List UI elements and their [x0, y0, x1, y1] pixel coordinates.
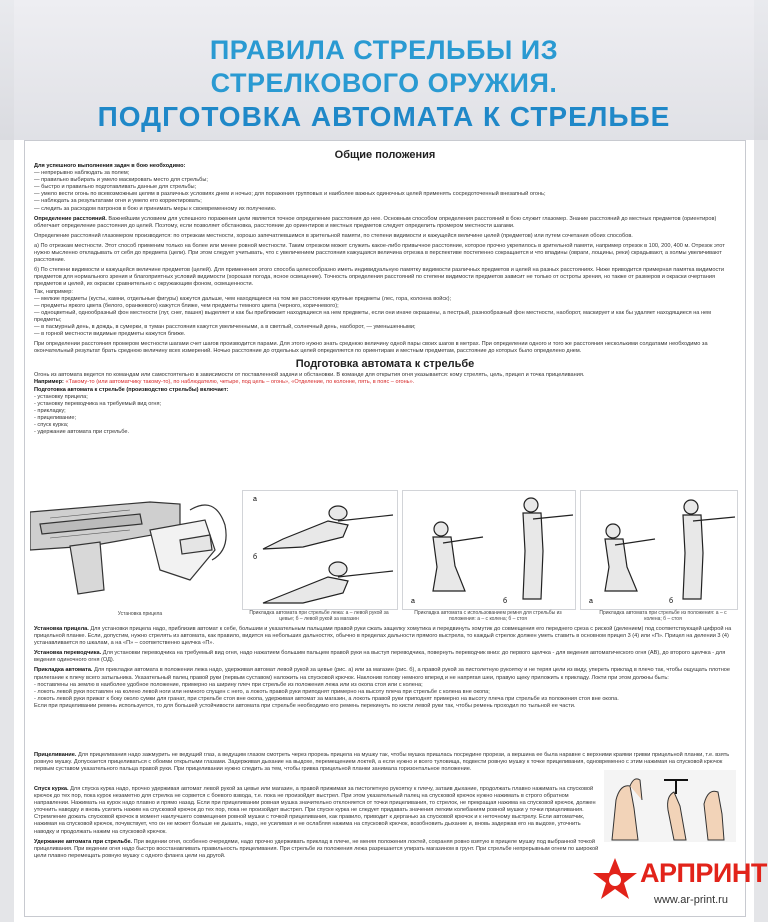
- poster-title: [14, 0, 754, 140]
- visibility-example-label: Так, например:: [34, 288, 73, 295]
- intro-block: [34, 163, 736, 213]
- intro-heading: Для успешного выполнения задач в бою необходимо:: [34, 163, 186, 169]
- segment-method-paragraph: а) По отрезкам местности. Этот способ применим только на более или менее ровной местности. Таким отрезком может служить какое-либо привычное расстояние, которое прочно укрепилось в зрительной памяти, например отрезок в 100, 200, 400 м. Отрезок этот нужно мысленно откладывать от себя до предмета (цели). При этом следует учитывать, что с увеличением расстояния кажущаяся величина отрезка в перспективе постепенно сокращается и что впадины (овраги, лощины, реки) скрадывают, а холмы увеличивают расстояние.: [34, 242, 725, 264]
- preparation-item: - прикладку;: [34, 407, 66, 414]
- sling-soldiers-drawing: [403, 491, 575, 609]
- preparation-intro: [34, 372, 736, 436]
- preparation-item: - удержание автомата при стрельбе.: [34, 429, 130, 436]
- caption-kneel-stand: Прикладка автомата при стрельбе из положения: а – с колена; б – стоя: [599, 610, 727, 622]
- section-heading-preparation: Подготовка автомата к стрельбе: [295, 358, 475, 371]
- distance-text: Важнейшим условием для успешного поражения цели является точное определение расстояния до нее. Основным способом определения расстояний в бою служит глазомер. Знание расстояний до местных предметов (ориентиров) облегчает определение расстояния до целей. Поэтому, если позволяет обстановка, расстояние до ориентиров и местных предметов следует определить промером местности шагами.: [34, 215, 717, 229]
- photo-label-a: а: [589, 598, 593, 605]
- visibility-item: — предметы яркого цвета (белого, оранжевого) кажутся ближе, чем предметы темного цвета (черного, коричневого);: [34, 302, 339, 309]
- sling-note: Если при прицеливании ремень используется, то для большей устойчивости автомата при стрельбе необходимо его ремень перекинуть по кисти левой руки так, чтобы ремень проходил по тыльной ее части.: [34, 702, 576, 709]
- selector-text: Для установки переводчика на требуемый вид огня, надо нажатием большим пальцем правой руки на выступ переводчика, повернуть переводчик вниз: до первого щелчка - для ведения автоматического огня (АВ), до второго щелчка - для ведения одиночного огня (ОД).: [34, 650, 726, 664]
- eye-method-paragraph: Определение расстояний глазомером производится: по отрезкам местности, хорошо запечатлевшимся в зрительной памяти, по степени видимости и кажущейся величине целей (предметов) или путем сочетания обоих способов.: [34, 232, 633, 239]
- trigger-text: Для спуска курка надо, прочно удерживая автомат левой рукой за цевье или магазин, а правой прижимая за пистолетную рукоятку к плечу, затаив дыхание, продолжать плавно нажимать на спусковой крючок до тех пор, пока курок незаметно для стрелка не сорвется с боевого взвода, т.е. пока не произойдет выстрел. При этом указательный палец на спусковой крючок нужно нажимать в строго обратном направлении. Нажимать на курок надо плавно и прямо назад. Если при прицеливании ровная мушка значительно отклоняется от точки прицеливания, то стрелок, не прекращая нажима на спусковой крючок, должен уточнить наводку и вновь усилить нажим на спусковой крючок до тех пор, пока не произойдет выстрел. При спуске курка не следует придавать значения легким колебаниям ровной мушки у точки прицеливания. Стремление дожать спусковой крючок в момент наилучшего совмещения ровной мушки с точкой прицеливания, как правило, приводит к дерганью за спусковой крючок и к неточному выстрелу. Если автоматчик, нажимая на спусковой крючок, почувствует, что он не может больше не дышать, надо, не усиливая и не ослабляя нажима на спусковой крючок, возобновить дыхание и, вновь задержав его на выдохе, уточнить наводку и продолжать нажим на спусковой крючок.: [34, 786, 596, 835]
- caption-prone: Прикладка автомата при стрельбе лежа: а – левой рукой за цевье; б – левой рукой за магазин: [249, 610, 389, 622]
- photo-label-b: б: [669, 598, 674, 605]
- preparation-item: - установку переводчика на требуемый вид огня;: [34, 400, 162, 407]
- intro-item: — следить за расходом патронов в бою и принимать меры к своевременному их получению.: [34, 205, 277, 212]
- trigger-hand-illustration: [604, 770, 736, 842]
- example-label: Например:: [34, 379, 64, 386]
- trigger-paragraph: [34, 786, 599, 836]
- photo-label-a: а: [253, 496, 257, 503]
- sight-heading: Установка прицела.: [34, 626, 89, 632]
- prone-soldiers-drawing: [243, 491, 397, 609]
- shouldering-text: Для прикладки автомата в положении лежа надо, удерживая автомат левой рукой за цевье (рис. а) или за магазин (рис. б), а правой рукой за пистолетную рукоятку и не теряя цели из виду, упереть приклад в плечо так, чтобы ощущать плотное прилегание к плечу всего затыльника. Указательный палец правой руки (первым суставом) наложить на спусковой крючок. Наклонив голову немного вперед и не напрягая шеи, правую щеку приложить к прикладу. Локти при этом должны быть:: [34, 667, 731, 681]
- intro-item: — непрерывно наблюдать за полем;: [34, 170, 130, 177]
- intro-item: — наблюдать за результатами огня и умело его корректировать;: [34, 198, 202, 205]
- section-heading-general: Общие положения: [334, 149, 436, 161]
- trigger-hands-drawing: [604, 770, 736, 842]
- prone-illustration: [242, 490, 398, 610]
- sight-paragraph: [34, 626, 736, 647]
- title-line-2: СТРЕЛКОВОГО ОРУЖИЯ.: [210, 68, 558, 98]
- visibility-method-paragraph: [34, 267, 736, 338]
- pacing-paragraph: При определении расстояния промером местности шагами счет шагов производится парами. Для этого нужно знать среднюю величину одной пары своих шагов в метрах. При определении одного и того же расстояния несколькими солдатами необходимо за окончательный результат брать среднюю величину всех измерений. Ночью расстояние до отдельных целей определяется по ориентирам и местным предметам, расстояние до которых было определено днем.: [34, 341, 708, 355]
- brand-url: www.ar-print.ru: [654, 894, 728, 906]
- elbow-item: - локоть левой руки поставлен на колено левой ноги или немного спущен с него, а локоть правой руки приподнят примерно на высоту плеча при стрельбе с колена вне окопа;: [34, 688, 490, 695]
- shouldering-heading: Прикладка автомата.: [34, 667, 93, 674]
- shouldering-paragraph: [34, 667, 736, 710]
- visibility-item: — мелкие предметы (кусты, камни, отдельные фигуры) кажутся дальше, чем находящиеся на том же расстоянии крупные предметы (лес, гора, колонна войск);: [34, 295, 451, 302]
- procedures-section: [34, 626, 736, 713]
- intro-item: — правильно выбирать и умело маскировать место для стрельбы;: [34, 177, 208, 184]
- sight-setting-illustration: [30, 490, 236, 608]
- visibility-text: б) По степени видимости и кажущейся величине предметов (целей). Для применения этого способа целесообразно иметь индивидуальную памятку видимости различных предметов и целей на разных расстояниях. Ниже приводится примерная памятка видимости предметов для нормального зрения и благоприятных условий видимости (хорошая погода, ясное освещение). Точность определения расстояний по степени видимости предметов зависит не только от остроты зрения, но также от размеров и окраски очертания предметов и целей, их окраски сравнительно с окружающим фоном, освещенности.: [34, 267, 724, 288]
- holding-text: При ведении огня, особенно очередями, надо прочно удерживать приклад в плече, не меняя положения локтей, сохраняя ровно взятую в прицеле мушку под выбранной точкой прицеливания. При ведении огня надо быстро восстанавливать правильность прицеливания. При стрельбе из положения лежа разрешается упирать магазином в грунт. При стрельбе непрерывным огнем по широкой цели плавно перемещать ровную мушку с одного фланга цели на другой.: [34, 838, 599, 859]
- illustrations-row: [30, 490, 736, 620]
- trigger-block: [34, 786, 599, 863]
- brand-name: АРПРИНТ: [640, 858, 767, 888]
- visibility-item: — одноцветный, однообразный фон местности (луг, снег, пашня) выделяет и как бы приближает находящиеся на нем предметы, если они иначе окрашены, а пестрый, разнообразный фон местности, наоборот, маскирует и как бы удаляет находящиеся на нем предметы;: [34, 309, 712, 323]
- photo-label-b: б: [503, 598, 508, 605]
- kneel-stand-soldiers-drawing: [581, 491, 737, 609]
- fire-command-text: Огонь из автомата ведется по командам или самостоятельно в зависимости от поставленной задачи и обстановки. В команде для открытия огня указывается: кому стрелять, цель, прицел и точка прицеливания.: [34, 372, 585, 379]
- caption-sling: Прикладка автомата с использованием ремня для стрельбы из положения: а – с колена; б – стоя: [414, 610, 562, 622]
- visibility-item: — в пасмурный день, в дождь, в сумерки, в туман расстояния кажутся увеличенными, а в светлый, солнечный день, наоборот, — уменьшенными;: [34, 323, 416, 330]
- example-command: «Такому-то (или автоматчику такому-то), по наблюдателю, четыре, под цель – огонь», «Отделение, по колонне, пять, в пояс – огонь».: [65, 379, 415, 386]
- title-line-3: ПОДГОТОВКА АВТОМАТА К СТРЕЛЬБЕ: [97, 101, 671, 132]
- selector-paragraph: [34, 650, 736, 664]
- sling-illustration: [402, 490, 576, 610]
- elbow-item: - локоть левой руки прижат к боку около сумки для гранат, при стрельбе стоя вне окопа, удерживая автомат за магазин, а локоть правой руки приподнят примерно на высоту плеча при стрельбе из положения стоя вне окопа.: [34, 695, 619, 702]
- intro-item: — умело вести огонь по всевозможным целям в различных условиях днем и ночью; для поражения групповых и наиболее важных одиночных целей применять сосредоточенный внезапный огонь;: [34, 191, 546, 198]
- aiming-text: Для прицеливания надо зажмурить не ведущий глаз, а ведущим глазом смотреть через прорезь прицела на мушку так, чтобы мушка пришлась посредине прорези, а вершина ее была наравне с верхними краями гривки прицельной планки, т.е. взять ровную мушку. Допускается прицеливаться с обоими открытыми глазами. Задерживая дыхание на выдохе, перемещением локтей, а если нужно и всего туловища, подвести ровную мушку к точке прицеливания, одновременно с этим нажимая на спусковой крючок первым суставом указательного пальца правой руки. При прицеливании нужно следить за тем, чтобы гривка прицельной планки занимала горизонтальное положение.: [34, 752, 730, 773]
- kneel-stand-illustration: [580, 490, 738, 610]
- general-section: [34, 146, 736, 439]
- preparation-item: - спуск курка;: [34, 422, 69, 428]
- preparation-item: - прицеливание;: [34, 414, 77, 421]
- intro-item: — быстро и правильно подготавливать данные для стрельбы;: [34, 184, 197, 191]
- distance-heading: Определение расстояний.: [34, 215, 107, 222]
- brand-logo: [592, 856, 767, 906]
- photo-label-a: а: [411, 598, 415, 605]
- trigger-heading: Спуск курка.: [34, 786, 69, 792]
- sight-text: Для установки прицела надо, приблизив автомат к себе, большим и указательным пальцами правой руки сжать защелку хомутика и передвинуть хомутик до совмещения его переднего среза с риской (делением) под соответствующей цифрой на прицельной планке. Если, допустим, нужно стрелять из автомата, как правило, видится на небольших дальностях, обычно в пределах дальности прямого выстрела, то каждый стрелок должен уметь ставить в основном прицел 3 (4) или «П». Прицел на делении 3 (4) устанавливается по шкалам, а на «П» – соответственно щелчка «П».: [34, 626, 732, 647]
- preparation-item: - установку прицела;: [34, 393, 88, 400]
- aiming-heading: Прицеливание.: [34, 752, 77, 758]
- visibility-item: — в горной местности видимые предметы кажутся ближе.: [34, 331, 186, 338]
- preparation-list-heading: Подготовка автомата к стрельбе (производство стрельбы) включает:: [34, 386, 229, 393]
- photo-label-b: б: [253, 554, 258, 561]
- holding-heading: Удержание автомата при стрельбе.: [34, 838, 133, 845]
- caption-sight: Установка прицела: [117, 611, 163, 617]
- title-line-1: ПРАВИЛА СТРЕЛЬБЫ ИЗ: [209, 35, 559, 65]
- star-icon: [592, 856, 638, 902]
- holding-paragraph: [34, 839, 599, 860]
- distance-definition: [34, 216, 736, 230]
- selector-heading: Установка переводчика.: [34, 650, 102, 657]
- rifle-sight-drawing: [30, 490, 236, 608]
- elbow-item: - поставлены на землю в наиболее удобное положение, примерно на ширину плеч при стрельбе из положения лежа или из окопа стоя или с колена;: [34, 681, 423, 688]
